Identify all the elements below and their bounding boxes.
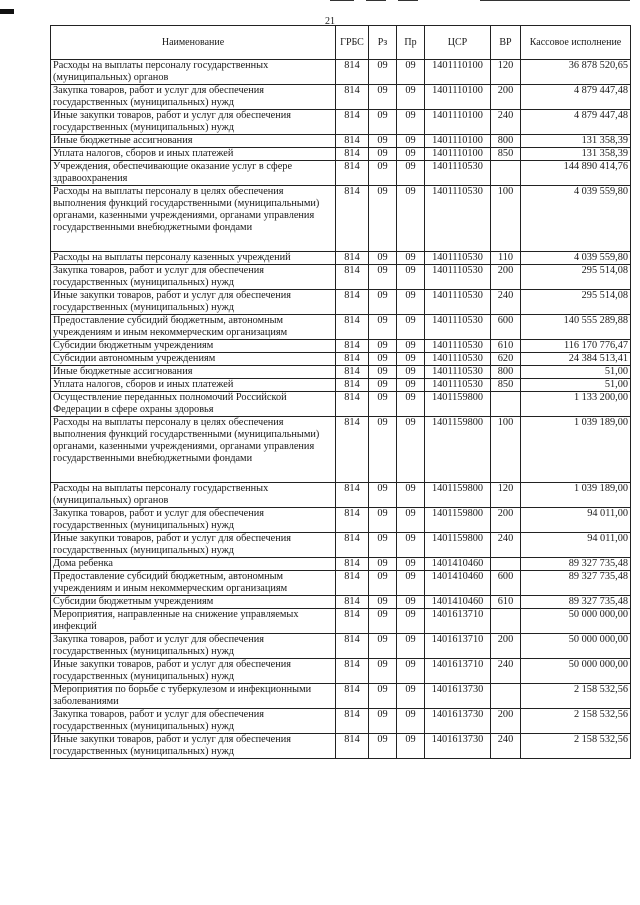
cell-name: Закупка товаров, работ и услуг для обеспечения государственных (муниципальных) нужд — [51, 709, 336, 734]
cell-rz: 09 — [369, 734, 397, 759]
cell-name: Мероприятия, направленные на снижение управляемых инфекций — [51, 609, 336, 634]
cell-grbs: 814 — [336, 483, 369, 508]
cell-pr: 09 — [397, 571, 425, 596]
cell-name: Мероприятия по борьбе с туберкулезом и инфекционными заболеваниями — [51, 684, 336, 709]
cell-name: Иные закупки товаров, работ и услуг для обеспечения государственных (муниципальных) нужд — [51, 659, 336, 684]
cell-rz: 09 — [369, 558, 397, 571]
cell-name: Расходы на выплаты персоналу государственных (муниципальных) органов — [51, 483, 336, 508]
cell-name: Иные закупки товаров, работ и услуг для обеспечения государственных (муниципальных) нужд — [51, 290, 336, 315]
cell-name: Иные закупки товаров, работ и услуг для обеспечения государственных (муниципальных) нужд — [51, 734, 336, 759]
cell-csr: 1401110100 — [425, 135, 491, 148]
table-row — [51, 709, 631, 734]
cell-name: Предоставление субсидий бюджетным, автономным учреждениям и иным некоммерческим организациям — [51, 315, 336, 340]
cell-amount: 89 327 735,48 — [521, 596, 631, 609]
cell-pr: 09 — [397, 684, 425, 709]
cell-vr — [491, 609, 521, 634]
cell-amount: 36 878 520,65 — [521, 60, 631, 85]
cell-grbs: 814 — [336, 659, 369, 684]
cell-vr — [491, 392, 521, 417]
table-row — [51, 161, 631, 186]
cell-grbs: 814 — [336, 634, 369, 659]
cell-csr: 1401110100 — [425, 60, 491, 85]
cell-rz: 09 — [369, 60, 397, 85]
cell-amount: 140 555 289,88 — [521, 315, 631, 340]
table-row — [51, 634, 631, 659]
cell-name: Закупка товаров, работ и услуг для обеспечения государственных (муниципальных) нужд — [51, 265, 336, 290]
cell-name: Иные бюджетные ассигнования — [51, 135, 336, 148]
cell-vr: 200 — [491, 709, 521, 734]
cell-pr: 09 — [397, 596, 425, 609]
cell-rz: 09 — [369, 135, 397, 148]
table-row — [51, 353, 631, 366]
cell-vr: 240 — [491, 290, 521, 315]
cell-pr: 09 — [397, 60, 425, 85]
cell-csr: 1401159800 — [425, 508, 491, 533]
cell-amount: 295 514,08 — [521, 290, 631, 315]
cell-rz: 09 — [369, 148, 397, 161]
cell-csr: 1401159800 — [425, 533, 491, 558]
cell-rz: 09 — [369, 366, 397, 379]
table-row — [51, 734, 631, 759]
cell-csr: 1401410460 — [425, 571, 491, 596]
table-row — [51, 148, 631, 161]
cell-pr: 09 — [397, 186, 425, 252]
cell-name: Учреждения, обеспечивающие оказание услуг в сфере здравоохранения — [51, 161, 336, 186]
cell-rz: 09 — [369, 315, 397, 340]
cell-amount: 4 879 447,48 — [521, 110, 631, 135]
cell-name: Расходы на выплаты персоналу в целях обеспечения выполнения функций государственными (муниципальными) органами, казенными учреждениями, органами управления государственными внебюджетными фондами — [51, 417, 336, 483]
cell-name: Уплата налогов, сборов и иных платежей — [51, 379, 336, 392]
cell-amount: 50 000 000,00 — [521, 634, 631, 659]
cell-vr: 110 — [491, 252, 521, 265]
cell-name: Закупка товаров, работ и услуг для обеспечения государственных (муниципальных) нужд — [51, 85, 336, 110]
cell-amount: 144 890 414,76 — [521, 161, 631, 186]
cell-pr: 09 — [397, 709, 425, 734]
table-header-row — [51, 26, 631, 60]
cell-rz: 09 — [369, 161, 397, 186]
cell-vr: 610 — [491, 340, 521, 353]
cell-pr: 09 — [397, 392, 425, 417]
cell-name: Закупка товаров, работ и услуг для обеспечения государственных (муниципальных) нужд — [51, 634, 336, 659]
cell-name: Дома ребенка — [51, 558, 336, 571]
cell-pr: 09 — [397, 558, 425, 571]
cell-vr: 200 — [491, 634, 521, 659]
cell-csr: 1401110530 — [425, 379, 491, 392]
cell-grbs: 814 — [336, 85, 369, 110]
top-rule — [330, 0, 354, 1]
cell-vr: 850 — [491, 148, 521, 161]
cell-pr: 09 — [397, 483, 425, 508]
cell-pr: 09 — [397, 135, 425, 148]
cell-name: Расходы на выплаты персоналу государственных (муниципальных) органов — [51, 60, 336, 85]
cell-vr: 600 — [491, 315, 521, 340]
cell-csr: 1401159800 — [425, 417, 491, 483]
cell-csr: 1401110100 — [425, 85, 491, 110]
cell-name: Расходы на выплаты персоналу казенных учреждений — [51, 252, 336, 265]
cell-pr: 09 — [397, 252, 425, 265]
cell-amount: 4 039 559,80 — [521, 186, 631, 252]
cell-grbs: 814 — [336, 379, 369, 392]
page-number: 21 — [325, 16, 335, 27]
cell-amount: 1 039 189,00 — [521, 483, 631, 508]
cell-grbs: 814 — [336, 571, 369, 596]
cell-csr: 1401110530 — [425, 161, 491, 186]
col-header-rz: Рз — [369, 26, 397, 60]
cell-name: Предоставление субсидий бюджетным, автономным учреждениям и иным некоммерческим организациям — [51, 571, 336, 596]
cell-csr: 1401159800 — [425, 483, 491, 508]
cell-csr: 1401110530 — [425, 366, 491, 379]
cell-name: Осуществление переданных полномочий Российской Федерации в сфере охраны здоровья — [51, 392, 336, 417]
table-row — [51, 135, 631, 148]
cell-pr: 09 — [397, 366, 425, 379]
table-row — [51, 252, 631, 265]
cell-pr: 09 — [397, 340, 425, 353]
cell-grbs: 814 — [336, 161, 369, 186]
cell-name: Субсидии бюджетным учреждениям — [51, 596, 336, 609]
table-row — [51, 596, 631, 609]
cell-csr: 1401613710 — [425, 634, 491, 659]
cell-rz: 09 — [369, 709, 397, 734]
cell-csr: 1401110530 — [425, 186, 491, 252]
cell-pr: 09 — [397, 734, 425, 759]
cell-vr: 100 — [491, 186, 521, 252]
cell-vr: 120 — [491, 483, 521, 508]
table-row — [51, 508, 631, 533]
cell-pr: 09 — [397, 417, 425, 483]
top-rule — [366, 0, 386, 1]
cell-vr: 240 — [491, 734, 521, 759]
cell-rz: 09 — [369, 340, 397, 353]
cell-vr — [491, 161, 521, 186]
cell-grbs: 814 — [336, 366, 369, 379]
cell-amount: 2 158 532,56 — [521, 734, 631, 759]
cell-grbs: 814 — [336, 353, 369, 366]
cell-rz: 09 — [369, 571, 397, 596]
cell-pr: 09 — [397, 379, 425, 392]
col-header-vr: ВР — [491, 26, 521, 60]
cell-grbs: 814 — [336, 340, 369, 353]
cell-amount: 2 158 532,56 — [521, 684, 631, 709]
cell-vr: 100 — [491, 417, 521, 483]
cell-rz: 09 — [369, 483, 397, 508]
cell-pr: 09 — [397, 609, 425, 634]
cell-rz: 09 — [369, 392, 397, 417]
cell-pr: 09 — [397, 161, 425, 186]
cell-rz: 09 — [369, 252, 397, 265]
cell-name: Иные бюджетные ассигнования — [51, 366, 336, 379]
table-row — [51, 186, 631, 252]
cell-vr — [491, 558, 521, 571]
cell-name: Иные закупки товаров, работ и услуг для обеспечения государственных (муниципальных) нужд — [51, 110, 336, 135]
cell-amount: 116 170 776,47 — [521, 340, 631, 353]
cell-pr: 09 — [397, 508, 425, 533]
cell-rz: 09 — [369, 85, 397, 110]
cell-grbs: 814 — [336, 148, 369, 161]
cell-rz: 09 — [369, 110, 397, 135]
cell-grbs: 814 — [336, 533, 369, 558]
cell-csr: 1401410460 — [425, 558, 491, 571]
cell-amount: 295 514,08 — [521, 265, 631, 290]
cell-amount: 94 011,00 — [521, 533, 631, 558]
col-header-grbs: ГРБС — [336, 26, 369, 60]
cell-name: Закупка товаров, работ и услуг для обеспечения государственных (муниципальных) нужд — [51, 508, 336, 533]
cell-vr: 240 — [491, 659, 521, 684]
cell-csr: 1401110530 — [425, 290, 491, 315]
cell-amount: 94 011,00 — [521, 508, 631, 533]
table-row — [51, 483, 631, 508]
cell-vr: 800 — [491, 366, 521, 379]
cell-rz: 09 — [369, 596, 397, 609]
cell-grbs: 814 — [336, 110, 369, 135]
cell-grbs: 814 — [336, 290, 369, 315]
cell-vr: 800 — [491, 135, 521, 148]
corner-scan-mark — [0, 9, 14, 14]
cell-pr: 09 — [397, 634, 425, 659]
cell-rz: 09 — [369, 659, 397, 684]
cell-amount: 1 133 200,00 — [521, 392, 631, 417]
cell-pr: 09 — [397, 110, 425, 135]
cell-csr: 1401110530 — [425, 353, 491, 366]
col-header-csr: ЦСР — [425, 26, 491, 60]
cell-vr: 240 — [491, 533, 521, 558]
cell-vr: 620 — [491, 353, 521, 366]
top-rule — [480, 0, 630, 1]
cell-vr: 240 — [491, 110, 521, 135]
cell-rz: 09 — [369, 417, 397, 483]
top-rule — [398, 0, 418, 1]
cell-grbs: 814 — [336, 265, 369, 290]
cell-amount: 24 384 513,41 — [521, 353, 631, 366]
cell-csr: 1401110100 — [425, 148, 491, 161]
cell-rz: 09 — [369, 353, 397, 366]
cell-amount: 51,00 — [521, 379, 631, 392]
table-row — [51, 659, 631, 684]
cell-vr: 200 — [491, 85, 521, 110]
cell-rz: 09 — [369, 533, 397, 558]
cell-rz: 09 — [369, 609, 397, 634]
cell-csr: 1401613730 — [425, 709, 491, 734]
cell-amount: 50 000 000,00 — [521, 609, 631, 634]
cell-csr: 1401110530 — [425, 340, 491, 353]
cell-amount: 4 879 447,48 — [521, 85, 631, 110]
col-header-pr: Пр — [397, 26, 425, 60]
cell-grbs: 814 — [336, 558, 369, 571]
cell-vr: 200 — [491, 508, 521, 533]
table-row — [51, 315, 631, 340]
col-header-cash: Кассовое исполнение — [521, 26, 631, 60]
col-header-name: Наименование — [51, 26, 336, 60]
cell-grbs: 814 — [336, 392, 369, 417]
cell-csr: 1401110530 — [425, 315, 491, 340]
cell-csr: 1401613710 — [425, 659, 491, 684]
cell-grbs: 814 — [336, 508, 369, 533]
table-row — [51, 392, 631, 417]
cell-grbs: 814 — [336, 252, 369, 265]
cell-pr: 09 — [397, 290, 425, 315]
cell-rz: 09 — [369, 684, 397, 709]
cell-csr: 1401613730 — [425, 734, 491, 759]
cell-grbs: 814 — [336, 709, 369, 734]
table-row — [51, 609, 631, 634]
cell-rz: 09 — [369, 290, 397, 315]
cell-vr: 850 — [491, 379, 521, 392]
table-row — [51, 684, 631, 709]
table-row — [51, 85, 631, 110]
budget-table — [50, 25, 631, 759]
cell-pr: 09 — [397, 85, 425, 110]
cell-name: Расходы на выплаты персоналу в целях обеспечения выполнения функций государственными (муниципальными) органами, казенными учреждениями, органами управления государственными внебюджетными фондами — [51, 186, 336, 252]
table-row — [51, 60, 631, 85]
cell-grbs: 814 — [336, 684, 369, 709]
cell-pr: 09 — [397, 315, 425, 340]
table-row — [51, 533, 631, 558]
table-body — [51, 60, 631, 759]
cell-name: Субсидии автономным учреждениям — [51, 353, 336, 366]
table-row — [51, 417, 631, 483]
table-row — [51, 340, 631, 353]
cell-pr: 09 — [397, 265, 425, 290]
cell-amount: 131 358,39 — [521, 148, 631, 161]
cell-grbs: 814 — [336, 596, 369, 609]
table-row — [51, 110, 631, 135]
cell-vr: 200 — [491, 265, 521, 290]
cell-amount: 131 358,39 — [521, 135, 631, 148]
cell-grbs: 814 — [336, 60, 369, 85]
cell-grbs: 814 — [336, 186, 369, 252]
cell-vr: 610 — [491, 596, 521, 609]
cell-pr: 09 — [397, 148, 425, 161]
cell-csr: 1401613730 — [425, 684, 491, 709]
cell-amount: 2 158 532,56 — [521, 709, 631, 734]
cell-rz: 09 — [369, 265, 397, 290]
cell-vr: 600 — [491, 571, 521, 596]
cell-rz: 09 — [369, 186, 397, 252]
table-row — [51, 571, 631, 596]
cell-amount: 89 327 735,48 — [521, 571, 631, 596]
cell-pr: 09 — [397, 533, 425, 558]
cell-grbs: 814 — [336, 609, 369, 634]
cell-amount: 4 039 559,80 — [521, 252, 631, 265]
cell-grbs: 814 — [336, 417, 369, 483]
cell-amount: 51,00 — [521, 366, 631, 379]
cell-vr — [491, 684, 521, 709]
cell-csr: 1401410460 — [425, 596, 491, 609]
table-row — [51, 379, 631, 392]
cell-vr: 120 — [491, 60, 521, 85]
cell-grbs: 814 — [336, 734, 369, 759]
cell-csr: 1401110530 — [425, 265, 491, 290]
cell-name: Субсидии бюджетным учреждениям — [51, 340, 336, 353]
cell-name: Уплата налогов, сборов и иных платежей — [51, 148, 336, 161]
cell-pr: 09 — [397, 659, 425, 684]
table-row — [51, 290, 631, 315]
cell-amount: 50 000 000,00 — [521, 659, 631, 684]
cell-pr: 09 — [397, 353, 425, 366]
cell-name: Иные закупки товаров, работ и услуг для обеспечения государственных (муниципальных) нужд — [51, 533, 336, 558]
table-row — [51, 265, 631, 290]
cell-grbs: 814 — [336, 315, 369, 340]
cell-csr: 1401110100 — [425, 110, 491, 135]
cell-rz: 09 — [369, 508, 397, 533]
table-row — [51, 366, 631, 379]
cell-csr: 1401159800 — [425, 392, 491, 417]
cell-grbs: 814 — [336, 135, 369, 148]
cell-amount: 89 327 735,48 — [521, 558, 631, 571]
cell-rz: 09 — [369, 379, 397, 392]
cell-rz: 09 — [369, 634, 397, 659]
cell-amount: 1 039 189,00 — [521, 417, 631, 483]
cell-csr: 1401613710 — [425, 609, 491, 634]
table-row — [51, 558, 631, 571]
cell-csr: 1401110530 — [425, 252, 491, 265]
